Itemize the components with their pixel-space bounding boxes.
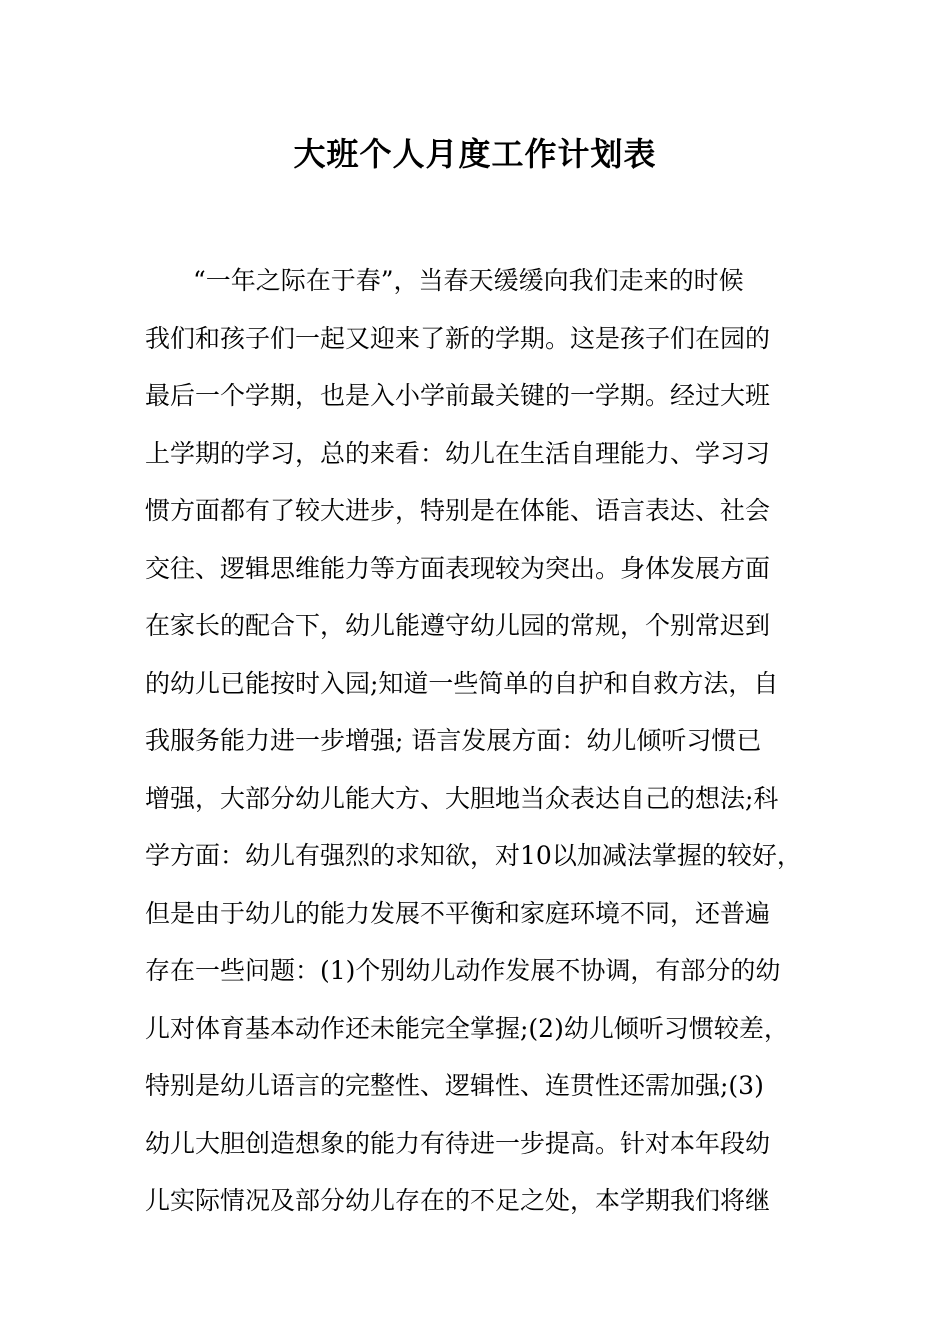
- paragraph-line: 但是由于幼儿的能力发展不平衡和家庭环境不同，还普遍: [145, 898, 771, 928]
- paragraph-line: 特别是幼儿语言的完整性、逻辑性、连贯性还需加强;(3): [145, 1071, 764, 1100]
- paragraph-line: 我服务能力进一步增强; 语言发展方面：幼儿倾听习惯已: [145, 726, 762, 755]
- paragraph-line: 在家长的配合下，幼儿能遵守幼儿园的常规，个别常迟到: [145, 611, 771, 640]
- paragraph-line: 的幼儿已能按时入园;知道一些简单的自护和自救方法，自: [145, 668, 779, 698]
- paragraph-line: 幼儿大胆创造想象的能力有待进一步提高。针对本年段幼: [145, 1128, 771, 1158]
- paragraph-line: 上学期的学习，总的来看：幼儿在生活自理能力、学习习: [145, 438, 771, 468]
- paragraph-line: 交往、逻辑思维能力等方面表现较为突出。身体发展方面: [145, 553, 771, 583]
- paragraph-line: 儿对体育基本动作还未能完全掌握;(2)幼儿倾听习惯较差，: [145, 1013, 789, 1043]
- paragraph-line: 惯方面都有了较大进步，特别是在体能、语言表达、社会: [145, 496, 771, 525]
- paragraph-line: 增强，大部分幼儿能大方、大胆地当众表达自己的想法;科: [145, 783, 779, 813]
- paragraph-line: 儿实际情况及部分幼儿存在的不足之处，本学期我们将继: [145, 1186, 771, 1215]
- paragraph-line: 我们和孩子们一起又迎来了新的学期。这是孩子们在园的: [145, 323, 771, 353]
- paragraph-line: 最后一个学期，也是入小学前最关键的一学期。经过大班: [145, 381, 771, 410]
- document-title: 大班个人月度工作计划表: [293, 135, 657, 173]
- paragraph-line: 存在一些问题：(1)个别幼儿动作发展不协调，有部分的幼: [145, 956, 781, 985]
- paragraph-line: 学方面：幼儿有强烈的求知欲，对10以加减法掌握的较好，: [145, 841, 802, 870]
- document-body: [145, 261, 825, 1239]
- paragraph-line: “一年之际在于春”，当春天缓缓向我们走来的时候: [193, 266, 744, 295]
